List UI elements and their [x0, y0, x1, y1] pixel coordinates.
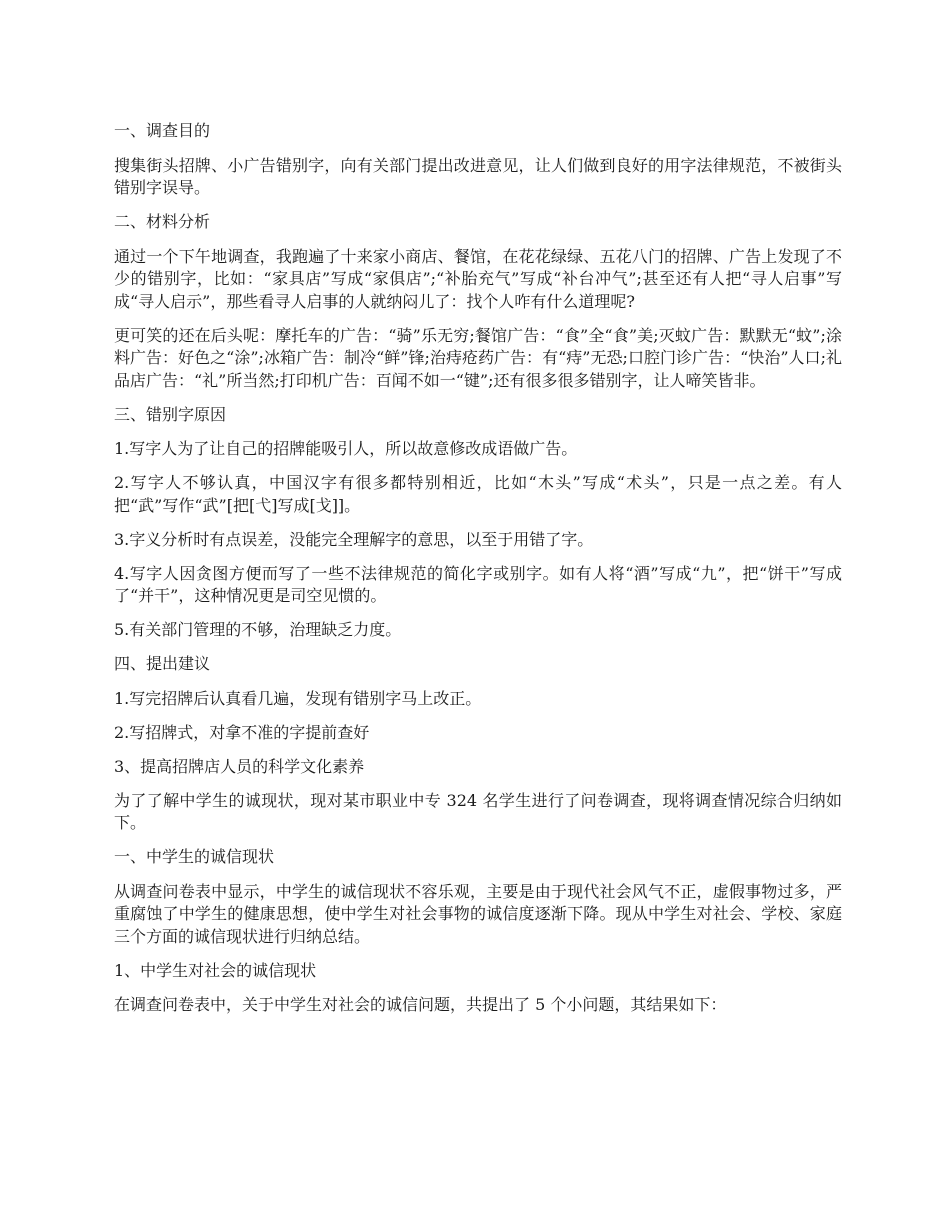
section-heading-integrity-status: 一、中学生的诚信现状 [114, 847, 275, 866]
paragraph-integrity-survey-intro: 为了了解中学生的诚现状，现对某市职业中专 324 名学生进行了问卷调查，现将调查情况综合归纳如下。 [114, 790, 842, 832]
section-heading-error-causes: 三、错别字原因 [114, 404, 227, 424]
paragraph-survey-purpose: 搜集街头招牌、小广告错别字，向有关部门提出改进意见，让人们做到良好的用字法律规范，不被街头错别字误导。 [114, 155, 842, 197]
paragraph-integrity-status: 从调查问卷表中显示，中学生的诚信现状不容乐观，主要是由于现代社会风气不正，虚假事物过多，严重腐蚀了中学生的健康思想，使中学生对社会事物的诚信度逐渐下降。现从中学生对社会、学校、家庭三个方面的诚信现状进行归纳总结。 [114, 881, 842, 946]
list-item-cause-2: 2.写字人不够认真，中国汉字有很多都特别相近，比如“木头”写成“术头”，只是一点之差。有人把“武”写作“武”[把[弋]写成[戈]]。 [114, 473, 842, 515]
list-item-cause-4: 4.写字人因贪图方便而写了一些不法律规范的简化字或别字。如有人将“酒”写成“九”，把“饼干”写成了“并干”，这种情况更是司空见惯的。 [114, 563, 842, 605]
list-item-cause-3: 3.字义分析时有点误差，没能完全理解字的意思，以至于用错了字。 [114, 529, 594, 549]
paragraph-material-analysis: 通过一个下午地调查，我跑遍了十来家小商店、餐馆，在花花绿绿、五花八门的招牌、广告上发现了不少的错别字，比如：“家具店”写成“家俱店”;“补胎充气”写成“补台冲气”;甚至还有人把“寻人启事”写成“寻人启示”，那些看寻人启事的人就纳闷儿了：找个人咋有什么道理呢? [114, 246, 842, 311]
document-body [114, 120, 842, 1028]
section-heading-suggestions: 四、提出建议 [114, 654, 211, 673]
subsection-heading-society-integrity: 1、中学生对社会的诚信现状 [114, 960, 317, 980]
paragraph-society-integrity: 在调查问卷表中，关于中学生对社会的诚信问题，共提出了 5 个小问题，其结果如下： [114, 995, 727, 1014]
list-item-suggestion-3: 3、提高招牌店人员的科学文化素养 [114, 756, 365, 776]
section-heading-material-analysis: 二、材料分析 [114, 212, 211, 231]
section-heading-survey-purpose: 一、调查目的 [114, 121, 211, 140]
list-item-cause-1: 1.写字人为了让自己的招牌能吸引人，所以故意修改成语做广告。 [114, 439, 578, 458]
paragraph-ad-examples: 更可笑的还在后头呢：摩托车的广告：“骑”乐无穷;餐馆广告：“食”全“食”美;灭蚊广告：默默无“蚊”;涂料广告：好色之“涂”;冰箱广告：制冷“鲜”锋;治痔疮药广告：有“痔”无恐;口腔门诊广告：“快治”人口;礼品店广告：“礼”所当然;打印机广告：百闻不如一“键”;还有很多很多错别字，让人啼笑皆非。 [114, 325, 842, 390]
list-item-suggestion-2: 2.写招牌式，对拿不准的字提前查好 [114, 722, 370, 742]
list-item-cause-5: 5.有关部门管理的不够，治理缺乏力度。 [114, 620, 402, 639]
list-item-suggestion-1: 1.写完招牌后认真看几遍，发现有错别字马上改正。 [114, 688, 482, 708]
